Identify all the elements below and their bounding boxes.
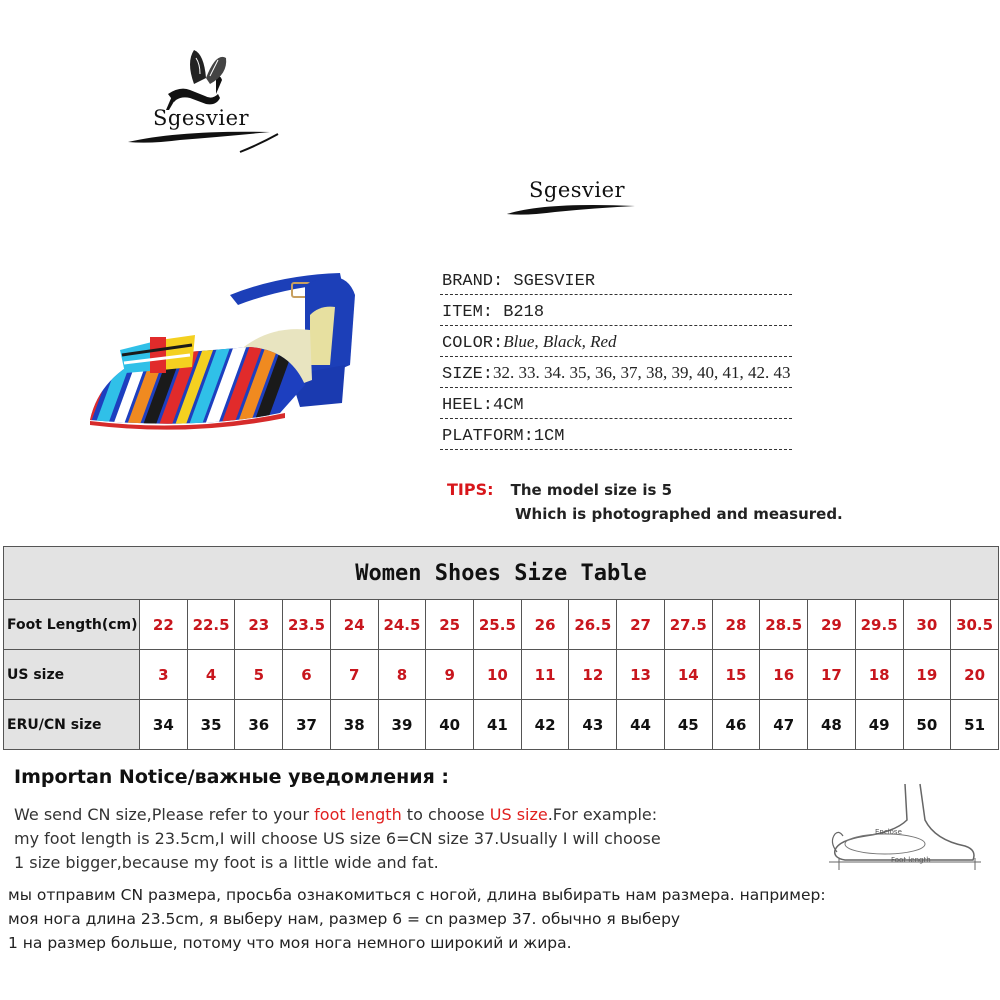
table-cell: 44	[617, 700, 665, 749]
table-cell: 17	[808, 650, 856, 699]
spec-size-label: SIZE:	[442, 365, 494, 384]
table-cell: 29.5	[856, 600, 904, 649]
spec-brand-label: BRAND:	[442, 272, 514, 291]
table-cell: 26.5	[569, 600, 617, 649]
spec-item-label: ITEM:	[442, 303, 504, 322]
logo-swoosh-icon	[505, 172, 640, 222]
table-cell: 3	[140, 650, 188, 699]
spec-divider	[440, 449, 792, 450]
table-cell: 22.5	[188, 600, 236, 649]
notice-russian	[8, 883, 968, 955]
table-cell: 45	[665, 700, 713, 749]
brand-logo-top	[120, 44, 290, 164]
tips-line-1: The model size is 5	[510, 481, 673, 499]
spec-divider	[440, 325, 792, 326]
foot-enclose-label: Enclose	[875, 828, 902, 836]
table-cell: 14	[665, 650, 713, 699]
spec-heel-value: 4CM	[493, 396, 524, 415]
table-cell: 26	[522, 600, 570, 649]
table-cell: 5	[235, 650, 283, 699]
spec-divider	[440, 418, 792, 419]
table-cell: 30	[904, 600, 952, 649]
table-cell: 47	[760, 700, 808, 749]
table-cell: 39	[379, 700, 427, 749]
tips-block	[447, 480, 867, 499]
spec-brand-value: SGESVIER	[513, 272, 596, 291]
table-cell: 51	[964, 715, 986, 734]
table-cell: 9	[426, 650, 474, 699]
notice-en-text: .For example:	[547, 805, 658, 824]
size-table-row-eu-cn	[4, 700, 998, 749]
notice-title: Importan Notice/важные уведомления :	[14, 766, 450, 788]
spec-divider	[440, 294, 792, 295]
spec-color	[440, 327, 792, 357]
notice-en-text: to choose	[401, 805, 490, 824]
product-shoe-image	[80, 255, 400, 435]
table-cell: 35	[188, 700, 236, 749]
table-cell: 25.5	[474, 600, 522, 649]
notice-highlight-us-size: US size	[489, 805, 548, 824]
table-cell: 10	[474, 650, 522, 699]
notice-ru-line-3: 1 на размер больше, потому что моя нога немного широкий и жира.	[8, 934, 572, 952]
table-cell: 28	[713, 600, 761, 649]
table-cell: 40	[426, 700, 474, 749]
table-cell: 13	[617, 650, 665, 699]
spec-brand	[440, 265, 792, 295]
spec-color-label: COLOR:	[442, 334, 504, 353]
notice-ru-line-2: моя нога длина 23.5cm, я выберу нам, размер 6 = cn размер 37. обычно я выберу	[8, 910, 681, 928]
size-table-title: Women Shoes Size Table	[4, 547, 998, 600]
spec-divider	[440, 356, 792, 357]
table-cell: 23	[235, 600, 283, 649]
table-cell: 30.5	[956, 615, 994, 634]
notice-en-line-1	[14, 803, 814, 827]
brand-logo-mid-text: Sgesvier	[529, 178, 626, 202]
spec-heel	[440, 389, 792, 419]
table-cell: 7	[331, 650, 379, 699]
table-cell: 49	[856, 700, 904, 749]
size-table-row-foot-length	[4, 600, 998, 650]
spec-heel-label: HEEL:	[442, 396, 494, 415]
table-cell: 25	[426, 600, 474, 649]
table-cell: 6	[283, 650, 331, 699]
table-cell: 11	[522, 650, 570, 699]
table-cell: 43	[569, 700, 617, 749]
spec-color-value: Blue, Black, Red	[503, 332, 617, 351]
table-cell: 29	[808, 600, 856, 649]
spec-platform	[440, 420, 792, 450]
row-header: ERU/CN size	[4, 700, 140, 749]
table-cell: 4	[188, 650, 236, 699]
row-header: US size	[4, 650, 140, 699]
table-cell: 50	[904, 700, 952, 749]
spec-divider	[440, 387, 792, 388]
spec-platform-value: 1CM	[533, 427, 565, 446]
foot-length-label: Foot length	[891, 856, 931, 864]
table-cell: 28.5	[760, 600, 808, 649]
table-cell: 42	[522, 700, 570, 749]
table-cell: 36	[235, 700, 283, 749]
table-cell: 27	[617, 600, 665, 649]
table-cell: 19	[904, 650, 952, 699]
table-cell: 8	[379, 650, 427, 699]
table-cell: 38	[331, 700, 379, 749]
notice-en-line-2: my foot length is 23.5cm,I will choose US size 6=CN size 37.Usually I will choose	[14, 829, 661, 848]
notice-english	[14, 803, 814, 875]
brand-logo-mid	[505, 172, 640, 222]
size-table	[3, 546, 999, 750]
notice-en-line-3: 1 size bigger,because my foot is a little wide and fat.	[14, 853, 439, 872]
table-cell: 27.5	[665, 600, 713, 649]
table-cell: 37	[283, 700, 331, 749]
spec-item	[440, 296, 792, 326]
row-header: Foot Length(cm)	[4, 600, 140, 649]
spec-size-value: 32. 33. 34. 35, 36, 37, 38, 39, 40, 41, 42. 43	[493, 363, 791, 382]
table-cell: 48	[808, 700, 856, 749]
table-cell: 12	[569, 650, 617, 699]
foot-measure-diagram	[825, 780, 985, 875]
heel-butterfly-icon	[120, 44, 290, 164]
table-cell: 15	[713, 650, 761, 699]
table-cell: 34	[140, 700, 188, 749]
table-cell: 20	[964, 665, 986, 684]
table-cell: 46	[713, 700, 761, 749]
spec-platform-label: PLATFORM:	[442, 427, 534, 446]
notice-ru-line-1: мы отправим CN размера, просьба ознакомиться с ногой, длина выбирать нам размера. например:	[8, 886, 826, 904]
table-cell: 24	[331, 600, 379, 649]
notice-en-text: We send CN size,Please refer to your	[14, 805, 315, 824]
tips-label: TIPS:	[447, 480, 494, 499]
table-cell: 41	[474, 700, 522, 749]
table-cell: 22	[140, 600, 188, 649]
size-table-row-us	[4, 650, 998, 700]
notice-highlight-foot-length: foot length	[314, 805, 402, 824]
tips-line-2: Which is photographed and measured.	[515, 505, 843, 523]
table-cell: 24.5	[379, 600, 427, 649]
spec-size	[440, 358, 870, 388]
brand-logo-top-text: Sgesvier	[153, 106, 250, 130]
spec-item-value: B218	[503, 303, 545, 322]
table-cell: 16	[760, 650, 808, 699]
table-cell: 18	[856, 650, 904, 699]
table-cell: 23.5	[283, 600, 331, 649]
